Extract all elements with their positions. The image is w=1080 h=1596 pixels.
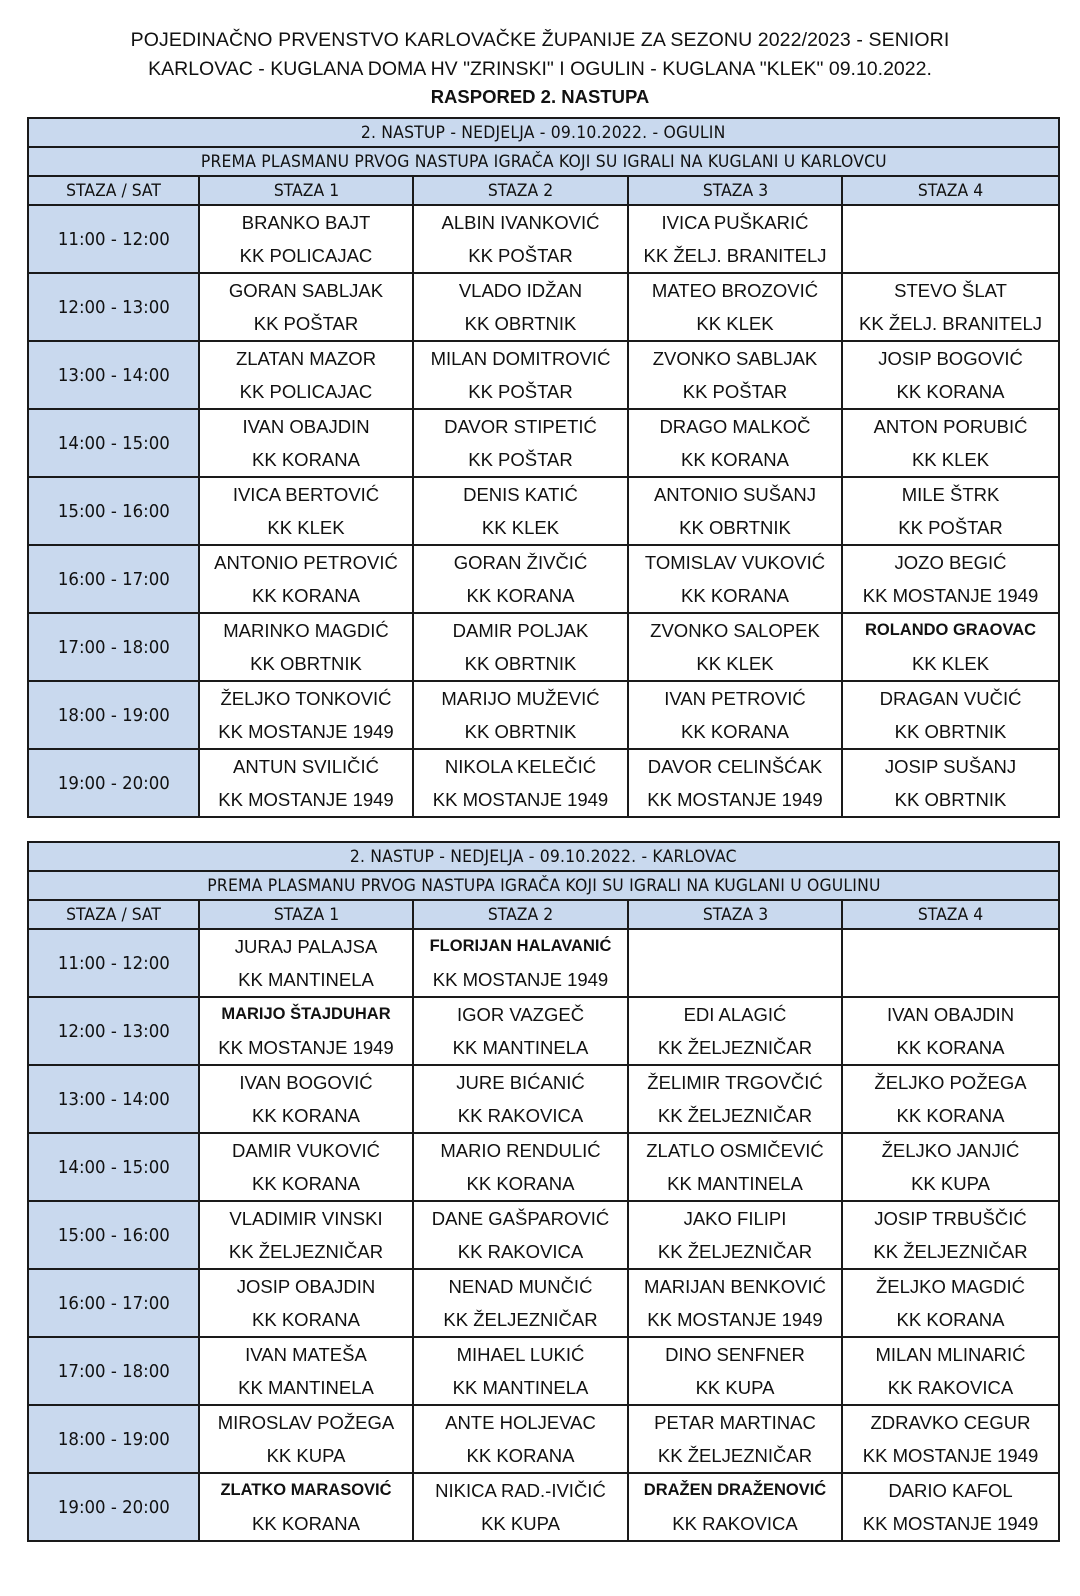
time-slot-text: 17:00 - 18:00 bbox=[57, 1360, 170, 1382]
table-row bbox=[28, 929, 1059, 997]
lane-cell bbox=[842, 273, 1059, 341]
club-name: KK KORANA bbox=[896, 1309, 1005, 1330]
player-name: ŽELJKO JANJIĆ bbox=[881, 1140, 1020, 1161]
table-row bbox=[28, 1133, 1059, 1201]
club-name: KK MOSTANJE 1949 bbox=[218, 789, 394, 810]
club-name: KK MOSTANJE 1949 bbox=[218, 1037, 394, 1058]
club-name: KK OBRTNIK bbox=[464, 313, 577, 334]
table-title-text: 2. NASTUP - NEDJELJA - 09.10.2022. - KARLOVAC bbox=[350, 846, 737, 867]
time-slot-text: 12:00 - 13:00 bbox=[57, 296, 170, 318]
time-slot-text: 13:00 - 14:00 bbox=[57, 1088, 170, 1110]
column-header-text: STAZA 2 bbox=[487, 180, 554, 201]
lane-cell bbox=[413, 341, 628, 409]
player-name: FLORIJAN HALAVANIĆ bbox=[429, 937, 612, 955]
club-name: KK MOSTANJE 1949 bbox=[647, 789, 823, 810]
player-name: VLADIMIR VINSKI bbox=[229, 1208, 383, 1229]
document-heading bbox=[0, 26, 1080, 110]
lane-cell bbox=[413, 409, 628, 477]
time-slot bbox=[28, 929, 199, 997]
club-name: KK RAKOVICA bbox=[457, 1241, 584, 1262]
player-name: GORAN ŽIVČIĆ bbox=[453, 552, 588, 573]
table-row bbox=[28, 341, 1059, 409]
column-header-text: STAZA 3 bbox=[702, 180, 768, 201]
player-name: DINO SENFNER bbox=[665, 1344, 805, 1365]
table-row bbox=[28, 545, 1059, 613]
time-slot-text: 15:00 - 16:00 bbox=[57, 1224, 170, 1246]
column-header-text: STAZA / SAT bbox=[66, 180, 161, 201]
club-name: KK MOSTANJE 1949 bbox=[218, 721, 394, 742]
lane-cell bbox=[628, 545, 842, 613]
player-name: ZLATLO OSMIČEVIĆ bbox=[646, 1140, 824, 1161]
lane-cell bbox=[413, 997, 628, 1065]
table-row bbox=[28, 1065, 1059, 1133]
player-name: BRANKO BAJT bbox=[241, 212, 371, 233]
club-name: KK OBRTNIK bbox=[250, 653, 362, 674]
club-name: KK ŽELJEZNIČAR bbox=[657, 1105, 813, 1126]
club-name: KK MANTINELA bbox=[452, 1377, 589, 1398]
lane-cell bbox=[628, 681, 842, 749]
lane-cell bbox=[842, 1269, 1059, 1337]
club-name: KK MOSTANJE 1949 bbox=[432, 789, 609, 810]
player-name: MARIJO ŠTAJDUHAR bbox=[221, 1005, 391, 1023]
club-name: KK POŠTAR bbox=[468, 381, 573, 402]
player-name: ZDRAVKO CEGUR bbox=[870, 1412, 1031, 1433]
player-name: GORAN SABLJAK bbox=[228, 280, 384, 301]
time-slot-text: 14:00 - 15:00 bbox=[57, 432, 170, 454]
lane-cell bbox=[628, 929, 842, 997]
lane-cell bbox=[628, 1269, 842, 1337]
club-name: KK KLEK bbox=[267, 517, 345, 538]
time-slot-text: 11:00 - 12:00 bbox=[57, 228, 170, 250]
column-header bbox=[628, 176, 842, 205]
player-name: ANTE HOLJEVAC bbox=[445, 1412, 596, 1433]
lane-cell bbox=[199, 409, 413, 477]
lane-cell bbox=[199, 341, 413, 409]
player-name: ŽELJKO POŽEGA bbox=[874, 1072, 1027, 1093]
club-name: KK KORANA bbox=[252, 1173, 360, 1194]
table-subtitle bbox=[28, 871, 1059, 900]
club-name: KK KLEK bbox=[696, 653, 774, 674]
player-name: DENIS KATIĆ bbox=[463, 484, 578, 505]
player-name: DRAŽEN DRAŽENOVIĆ bbox=[643, 1481, 827, 1499]
club-name: KK OBRTNIK bbox=[464, 721, 577, 742]
column-header bbox=[28, 900, 199, 929]
time-slot-text: 16:00 - 17:00 bbox=[57, 568, 170, 590]
club-name: KK OBRTNIK bbox=[464, 653, 577, 674]
lane-cell bbox=[628, 1065, 842, 1133]
time-slot bbox=[28, 1201, 199, 1269]
club-name: KK KORANA bbox=[252, 1513, 360, 1534]
lane-cell bbox=[199, 1337, 413, 1405]
player-name: DANE GAŠPAROVIĆ bbox=[431, 1208, 610, 1229]
lane-cell bbox=[199, 205, 413, 273]
lane-cell bbox=[199, 1473, 413, 1541]
lane-cell bbox=[628, 613, 842, 681]
player-name: MIHAEL LUKIĆ bbox=[456, 1344, 585, 1365]
lane-cell bbox=[413, 1201, 628, 1269]
time-slot-text: 19:00 - 20:00 bbox=[57, 772, 170, 794]
club-name: KK RAKOVICA bbox=[887, 1377, 1014, 1398]
column-header bbox=[842, 900, 1059, 929]
club-name: KK POŠTAR bbox=[468, 449, 573, 470]
table-row bbox=[28, 205, 1059, 273]
player-name: ZVONKO SALOPEK bbox=[650, 620, 820, 641]
table-row bbox=[28, 613, 1059, 681]
player-name: JURAJ PALAJSA bbox=[234, 936, 378, 957]
player-name: JOSIP OBAJDIN bbox=[236, 1276, 376, 1297]
lane-cell bbox=[628, 477, 842, 545]
club-name: KK MANTINELA bbox=[667, 1173, 803, 1194]
club-name: KK POŠTAR bbox=[898, 517, 1003, 538]
time-slot bbox=[28, 681, 199, 749]
player-name: MARIJAN BENKOVIĆ bbox=[644, 1276, 826, 1297]
club-name: KK KORANA bbox=[466, 1445, 575, 1466]
player-name: DAMIR VUKOVIĆ bbox=[231, 1140, 381, 1161]
table-row bbox=[28, 1405, 1059, 1473]
player-name: DAMIR POLJAK bbox=[452, 620, 589, 641]
player-name: PETAR MARTINAC bbox=[654, 1412, 816, 1433]
club-name: KK KORANA bbox=[896, 1105, 1005, 1126]
table-row bbox=[28, 1201, 1059, 1269]
lane-cell bbox=[842, 477, 1059, 545]
lane-cell bbox=[413, 681, 628, 749]
player-name: MILAN MLINARIĆ bbox=[875, 1344, 1026, 1365]
time-slot-text: 19:00 - 20:00 bbox=[57, 1496, 170, 1518]
player-name: JAKO FILIPI bbox=[683, 1208, 787, 1229]
club-name: KK KORANA bbox=[252, 585, 360, 606]
lane-cell bbox=[413, 1405, 628, 1473]
time-slot bbox=[28, 1065, 199, 1133]
club-name: KK KORANA bbox=[252, 1105, 360, 1126]
time-slot bbox=[28, 477, 199, 545]
lane-cell bbox=[413, 1269, 628, 1337]
table-title bbox=[28, 118, 1059, 147]
heading-line-3: RASPORED 2. NASTUPA bbox=[430, 86, 650, 107]
column-header-text: STAZA 4 bbox=[917, 904, 984, 925]
lane-cell bbox=[199, 1065, 413, 1133]
lane-cell bbox=[842, 205, 1059, 273]
lane-cell bbox=[413, 1337, 628, 1405]
club-name: KK RAKOVICA bbox=[457, 1105, 584, 1126]
lane-cell bbox=[842, 681, 1059, 749]
lane-cell bbox=[628, 1473, 842, 1541]
time-slot bbox=[28, 545, 199, 613]
club-name: KK MOSTANJE 1949 bbox=[862, 585, 1039, 606]
club-name: KK MANTINELA bbox=[238, 969, 374, 990]
lane-cell bbox=[199, 1405, 413, 1473]
player-name: IVAN PETROVIĆ bbox=[664, 688, 806, 709]
time-slot bbox=[28, 273, 199, 341]
club-name: KK KORANA bbox=[681, 449, 789, 470]
player-name: IVAN BOGOVIĆ bbox=[239, 1072, 373, 1093]
time-slot-text: 14:00 - 15:00 bbox=[57, 1156, 170, 1178]
club-name: KK KORANA bbox=[681, 585, 789, 606]
lane-cell bbox=[842, 929, 1059, 997]
lane-cell bbox=[842, 1201, 1059, 1269]
club-name: KK ŽELJEZNIČAR bbox=[228, 1241, 384, 1262]
player-name: ANTONIO SUŠANJ bbox=[653, 484, 817, 505]
column-header bbox=[28, 176, 199, 205]
lane-cell bbox=[842, 997, 1059, 1065]
lane-cell bbox=[628, 1337, 842, 1405]
player-name: DAVOR STIPETIĆ bbox=[444, 416, 597, 437]
lane-cell bbox=[199, 681, 413, 749]
lane-cell bbox=[628, 749, 842, 817]
column-header-text: STAZA 1 bbox=[273, 904, 339, 925]
column-header-text: STAZA / SAT bbox=[66, 904, 161, 925]
player-name: MILAN DOMITROVIĆ bbox=[430, 348, 611, 369]
club-name: KK ŽELJEZNIČAR bbox=[657, 1445, 813, 1466]
player-name: EDI ALAGIĆ bbox=[683, 1004, 787, 1025]
lane-cell bbox=[413, 1473, 628, 1541]
column-header-text: STAZA 3 bbox=[702, 904, 768, 925]
player-name: DARIO KAFOL bbox=[888, 1480, 1013, 1501]
time-slot bbox=[28, 341, 199, 409]
club-name: KK ŽELJ. BRANITELJ bbox=[643, 245, 827, 266]
player-name: IVICA PUŠKARIĆ bbox=[661, 212, 809, 233]
player-name: DRAGAN VUČIĆ bbox=[879, 688, 1022, 709]
time-slot bbox=[28, 205, 199, 273]
club-name: KK POŠTAR bbox=[682, 381, 788, 402]
club-name: KK MOSTANJE 1949 bbox=[862, 1445, 1039, 1466]
time-slot bbox=[28, 1405, 199, 1473]
club-name: KK MANTINELA bbox=[452, 1037, 589, 1058]
club-name: KK KORANA bbox=[466, 585, 575, 606]
lane-cell bbox=[842, 545, 1059, 613]
time-slot-text: 18:00 - 19:00 bbox=[57, 1428, 170, 1450]
time-slot bbox=[28, 1473, 199, 1541]
lane-cell bbox=[842, 1065, 1059, 1133]
club-name: KK KORANA bbox=[466, 1173, 575, 1194]
player-name: IGOR VAZGEČ bbox=[456, 1004, 585, 1025]
lane-cell bbox=[628, 997, 842, 1065]
column-header-text: STAZA 4 bbox=[917, 180, 984, 201]
heading-line-2: KARLOVAC - KUGLANA DOMA HV "ZRINSKI" I OGULIN - KUGLANA "KLEK" 09.10.2022. bbox=[148, 58, 932, 80]
lane-cell bbox=[842, 1473, 1059, 1541]
column-header bbox=[199, 176, 413, 205]
club-name: KK KLEK bbox=[481, 517, 560, 538]
lane-cell bbox=[413, 613, 628, 681]
club-name: KK KUPA bbox=[695, 1377, 775, 1398]
table-row bbox=[28, 477, 1059, 545]
player-name: IVAN MATEŠA bbox=[245, 1344, 367, 1365]
player-name: MATEO BROZOVIĆ bbox=[651, 280, 819, 301]
player-name: TOMISLAV VUKOVIĆ bbox=[644, 552, 826, 573]
lane-cell bbox=[199, 477, 413, 545]
player-name: ŽELIMIR TRGOVČIĆ bbox=[647, 1072, 823, 1093]
player-name: ZVONKO SABLJAK bbox=[652, 348, 818, 369]
time-slot bbox=[28, 1133, 199, 1201]
player-name: MIROSLAV POŽEGA bbox=[217, 1412, 395, 1433]
player-name: ALBIN IVANKOVIĆ bbox=[441, 212, 600, 233]
club-name: KK ŽELJEZNIČAR bbox=[657, 1037, 813, 1058]
club-name: KK POLICAJAC bbox=[239, 245, 373, 266]
player-name: ŽELJKO TONKOVIĆ bbox=[220, 688, 392, 709]
time-slot bbox=[28, 997, 199, 1065]
schedule-table-ogulin bbox=[27, 117, 1060, 818]
club-name: KK MOSTANJE 1949 bbox=[432, 969, 609, 990]
player-name: VLADO IDŽAN bbox=[458, 280, 583, 301]
schedule-table-karlovac bbox=[27, 841, 1060, 1542]
club-name: KK KUPA bbox=[911, 1173, 990, 1194]
player-name: ANTONIO PETROVIĆ bbox=[214, 552, 398, 573]
lane-cell bbox=[199, 545, 413, 613]
club-name: KK POLICAJAC bbox=[239, 381, 373, 402]
column-header bbox=[413, 900, 628, 929]
heading-line-1: POJEDINAČNO PRVENSTVO KARLOVAČKE ŽUPANIJE ZA SEZONU 2022/2023 - SENIORI bbox=[130, 29, 950, 51]
club-name: KK KORANA bbox=[896, 1037, 1005, 1058]
table-row bbox=[28, 997, 1059, 1065]
time-slot bbox=[28, 1337, 199, 1405]
lane-cell bbox=[628, 273, 842, 341]
club-name: KK OBRTNIK bbox=[894, 789, 1007, 810]
lane-cell bbox=[199, 613, 413, 681]
table-subtitle bbox=[28, 147, 1059, 176]
club-name: KK POŠTAR bbox=[468, 245, 573, 266]
lane-cell bbox=[842, 1337, 1059, 1405]
club-name: KK KLEK bbox=[696, 313, 774, 334]
club-name: KK ŽELJEZNIČAR bbox=[657, 1241, 813, 1262]
club-name: KK KORANA bbox=[896, 381, 1005, 402]
club-name: KK KORANA bbox=[252, 449, 360, 470]
player-name: JURE BIĆANIĆ bbox=[456, 1072, 585, 1093]
time-slot bbox=[28, 613, 199, 681]
time-slot-text: 15:00 - 16:00 bbox=[57, 500, 170, 522]
column-header bbox=[413, 176, 628, 205]
player-name: JOSIP TRBUŠČIĆ bbox=[874, 1208, 1027, 1229]
player-name: DRAGO MALKOČ bbox=[659, 416, 811, 437]
table-title-text: 2. NASTUP - NEDJELJA - 09.10.2022. - OGULIN bbox=[361, 122, 726, 143]
player-name: MARIJO MUŽEVIĆ bbox=[441, 688, 600, 709]
lane-cell bbox=[842, 409, 1059, 477]
lane-cell bbox=[413, 545, 628, 613]
table-subtitle-text: PREMA PLASMANU PRVOG NASTUPA IGRAČA KOJI SU IGRALI NA KUGLANI U OGULINU bbox=[206, 875, 881, 896]
lane-cell bbox=[199, 1201, 413, 1269]
club-name: KK KUPA bbox=[266, 1445, 346, 1466]
club-name: KK POŠTAR bbox=[253, 313, 359, 334]
lane-cell bbox=[628, 1133, 842, 1201]
time-slot bbox=[28, 749, 199, 817]
player-name: MARINKO MAGDIĆ bbox=[223, 620, 389, 641]
table-row bbox=[28, 1473, 1059, 1541]
lane-cell bbox=[842, 613, 1059, 681]
lane-cell bbox=[413, 477, 628, 545]
club-name: KK OBRTNIK bbox=[679, 517, 791, 538]
column-header bbox=[628, 900, 842, 929]
lane-cell bbox=[413, 749, 628, 817]
time-slot bbox=[28, 409, 199, 477]
player-name: IVICA BERTOVIĆ bbox=[232, 484, 380, 505]
club-name: KK ŽELJ. BRANITELJ bbox=[859, 313, 1043, 334]
lane-cell bbox=[199, 929, 413, 997]
time-slot bbox=[28, 1269, 199, 1337]
lane-cell bbox=[413, 205, 628, 273]
club-name: KK KORANA bbox=[252, 1309, 360, 1330]
lane-cell bbox=[628, 1405, 842, 1473]
player-name: NENAD MUNČIĆ bbox=[448, 1276, 593, 1297]
table-row bbox=[28, 273, 1059, 341]
player-name: ŽELJKO MAGDIĆ bbox=[875, 1276, 1026, 1297]
lane-cell bbox=[199, 749, 413, 817]
time-slot-text: 17:00 - 18:00 bbox=[57, 636, 170, 658]
table-subtitle-text: PREMA PLASMANU PRVOG NASTUPA IGRAČA KOJI SU IGRALI NA KUGLANI U KARLOVCU bbox=[200, 151, 887, 172]
player-name: NIKICA RAD.-IVIČIĆ bbox=[435, 1480, 606, 1501]
club-name: KK OBRTNIK bbox=[894, 721, 1007, 742]
lane-cell bbox=[842, 341, 1059, 409]
player-name: JOZO BEGIĆ bbox=[894, 552, 1007, 573]
player-name: ANTON PORUBIĆ bbox=[873, 416, 1028, 437]
club-name: KK KLEK bbox=[911, 653, 990, 674]
club-name: KK ŽELJEZNIČAR bbox=[873, 1241, 1028, 1262]
player-name: MARIO RENDULIĆ bbox=[440, 1140, 601, 1161]
time-slot-text: 16:00 - 17:00 bbox=[57, 1292, 170, 1314]
player-name: JOSIP SUŠANJ bbox=[884, 756, 1017, 777]
club-name: KK MOSTANJE 1949 bbox=[862, 1513, 1039, 1534]
player-name: ZLATAN MAZOR bbox=[235, 348, 377, 369]
player-name: ANTUN SVILIČIĆ bbox=[233, 756, 379, 777]
column-header-text: STAZA 2 bbox=[487, 904, 554, 925]
player-name: DAVOR CELINŠĆAK bbox=[647, 756, 823, 777]
column-header bbox=[199, 900, 413, 929]
club-name: KK KUPA bbox=[481, 1513, 560, 1534]
time-slot-text: 18:00 - 19:00 bbox=[57, 704, 170, 726]
lane-cell bbox=[413, 273, 628, 341]
club-name: KK RAKOVICA bbox=[672, 1513, 798, 1534]
lane-cell bbox=[413, 929, 628, 997]
lane-cell bbox=[628, 341, 842, 409]
lane-cell bbox=[842, 1405, 1059, 1473]
table-row bbox=[28, 409, 1059, 477]
lane-cell bbox=[628, 1201, 842, 1269]
column-header-text: STAZA 1 bbox=[273, 180, 339, 201]
table-row bbox=[28, 1269, 1059, 1337]
player-name: ROLANDO GRAOVAC bbox=[864, 621, 1037, 639]
player-name: STEVO ŠLAT bbox=[894, 280, 1007, 301]
club-name: KK MOSTANJE 1949 bbox=[647, 1309, 823, 1330]
lane-cell bbox=[413, 1133, 628, 1201]
lane-cell bbox=[628, 205, 842, 273]
lane-cell bbox=[413, 1065, 628, 1133]
player-name: MILE ŠTRK bbox=[901, 484, 1000, 505]
player-name: ZLATKO MARASOVIĆ bbox=[220, 1481, 392, 1499]
table-row bbox=[28, 749, 1059, 817]
table-row bbox=[28, 1337, 1059, 1405]
club-name: KK MANTINELA bbox=[238, 1377, 374, 1398]
lane-cell bbox=[199, 1133, 413, 1201]
lane-cell bbox=[199, 1269, 413, 1337]
lane-cell bbox=[842, 749, 1059, 817]
player-name: IVAN OBAJDIN bbox=[886, 1004, 1015, 1025]
player-name: JOSIP BOGOVIĆ bbox=[878, 348, 1023, 369]
time-slot-text: 12:00 - 13:00 bbox=[57, 1020, 170, 1042]
table-title bbox=[28, 842, 1059, 871]
lane-cell bbox=[628, 409, 842, 477]
player-name: NIKOLA KELEČIĆ bbox=[444, 756, 597, 777]
club-name: KK KLEK bbox=[911, 449, 990, 470]
club-name: KK KORANA bbox=[681, 721, 789, 742]
lane-cell bbox=[199, 997, 413, 1065]
lane-cell bbox=[842, 1133, 1059, 1201]
club-name: KK ŽELJEZNIČAR bbox=[443, 1309, 598, 1330]
time-slot-text: 13:00 - 14:00 bbox=[57, 364, 170, 386]
time-slot-text: 11:00 - 12:00 bbox=[57, 952, 170, 974]
column-header bbox=[842, 176, 1059, 205]
player-name: IVAN OBAJDIN bbox=[242, 416, 370, 437]
table-row bbox=[28, 681, 1059, 749]
lane-cell bbox=[199, 273, 413, 341]
